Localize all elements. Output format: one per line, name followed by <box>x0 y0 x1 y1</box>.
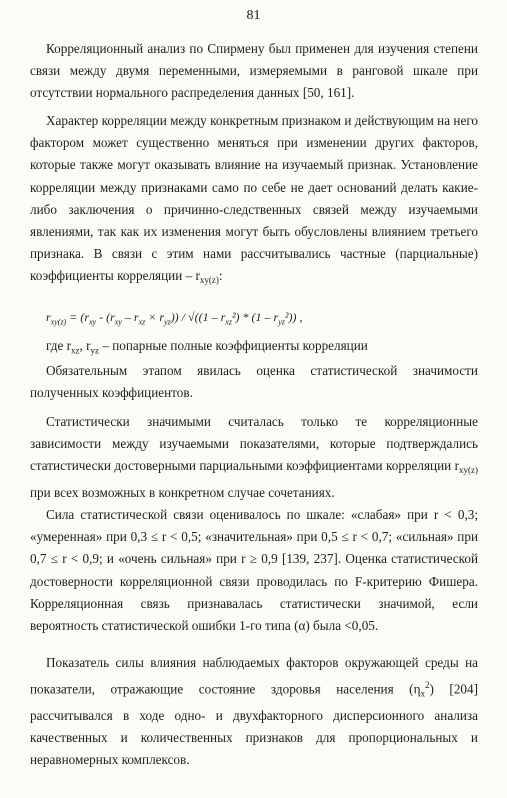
paragraph-significant-dependencies <box>30 411 478 504</box>
formula-sub: xz <box>225 317 232 327</box>
paragraph-strength-scale: Сила статистической связи оценивалось по шкале: «слабая» при r < 0,3; «умеренная» при 0,3 ≤ r < 0,5; «значительная» при 0,5 ≤ r < 0,7; «сильная» при 0,7 ≤ r < 0,9; и «очень сильная» при r ≥ 0,9 [139, 237]. Оценка статистической достоверности корреляционной связи проводилась по F-критерию Фишера. Корреляционная связь признавалась статистически значимой, если вероятность статистической ошибки 1-го типа (α) была <0,05. <box>30 507 478 634</box>
paragraph-significant-dependencies-text: Статистически значимыми считалась только те корреляционные зависимости между изучаемыми показателями, которые подтверждались статистически достоверными парциальными коэффициентами корреляции r <box>30 414 478 474</box>
paragraph-influence-index-text: Показатель силы влияния наблюдаемых факторов окружающей среды на показатели, отражающие состояние здоровья населения (η <box>30 655 478 697</box>
partial-coef-subscript: xy(z) <box>459 465 478 476</box>
formula-sub: xy <box>89 317 97 327</box>
paragraph-significance: Обязательным этапом явилась оценка статистической значимости полученных коэффициентов. <box>30 363 478 401</box>
formula-equals: = <box>66 310 81 324</box>
paragraph-partial-correlation-text: Характер корреляции между конкретным признаком и действующим на него фактором может существенно меняться при изменении других факторов, которые также могут оказывать влияние на изучаемый признак. Установление корреляции между признаками само по себе не дает оснований делать какие-либо заключения о причинно-следственных связей между изучаемыми явлениями, так как их изменения могут быть обусловлены влиянием третьего признака. В связи с этим нами рассчитывались частные (парциальные) коэффициенты корреляции – r <box>30 113 478 284</box>
paragraph-partial-correlation <box>30 110 478 292</box>
formula-legend <box>46 336 476 361</box>
formula-lhs-subscript: xy(z) <box>50 317 67 327</box>
paragraph-influence-index <box>30 652 478 771</box>
formula-part: - (r <box>96 310 115 324</box>
partial-correlation-formula <box>46 310 476 326</box>
eta-superscript: 2 <box>424 680 430 691</box>
partial-coef-subscript: xy(z) <box>199 275 219 286</box>
legend-sub: xz <box>71 345 80 356</box>
formula-sub: xz <box>138 317 146 327</box>
paragraph-influence-index-tail: ) [204] рассчитывался в ходе одно- и двухфакторного дисперсионного анализа качественных и количественных признаков для пропорциональных и неравномерных комплексов. <box>30 681 478 768</box>
formula-sub: yz <box>278 317 285 327</box>
formula-part: )) / √((1 – r <box>170 310 226 324</box>
legend-text: где r <box>46 338 72 353</box>
formula-lhs: r <box>46 310 51 324</box>
page-number: 81 <box>246 8 261 23</box>
formula-sub: xy <box>114 317 122 327</box>
formula-part: – r <box>121 310 139 324</box>
paragraph-significant-dependencies-tail: при всех возможных в конкретном случае сочетаниях. <box>30 484 335 500</box>
legend-text: – попарные полные коэффициенты корреляции <box>99 338 368 353</box>
legend-text: , r <box>79 338 91 353</box>
paragraph-partial-correlation-tail: : <box>218 268 223 284</box>
formula-sub: yz <box>164 317 171 327</box>
eta-subscript: x <box>420 688 425 699</box>
paragraph-spearman: Корреляционный анализ по Спирмену был применен для изучения степени связи между двумя переменными, измеряемыми в ранговой шкале при отсутствии нормального распределения данных [50, 161]. <box>30 41 478 101</box>
formula-part: ²) * (1 – r <box>231 310 279 324</box>
legend-sub: yz <box>90 345 100 356</box>
formula-part: (r <box>80 310 89 324</box>
formula-part: × r <box>145 310 165 324</box>
formula-part: ²)) , <box>284 310 303 324</box>
